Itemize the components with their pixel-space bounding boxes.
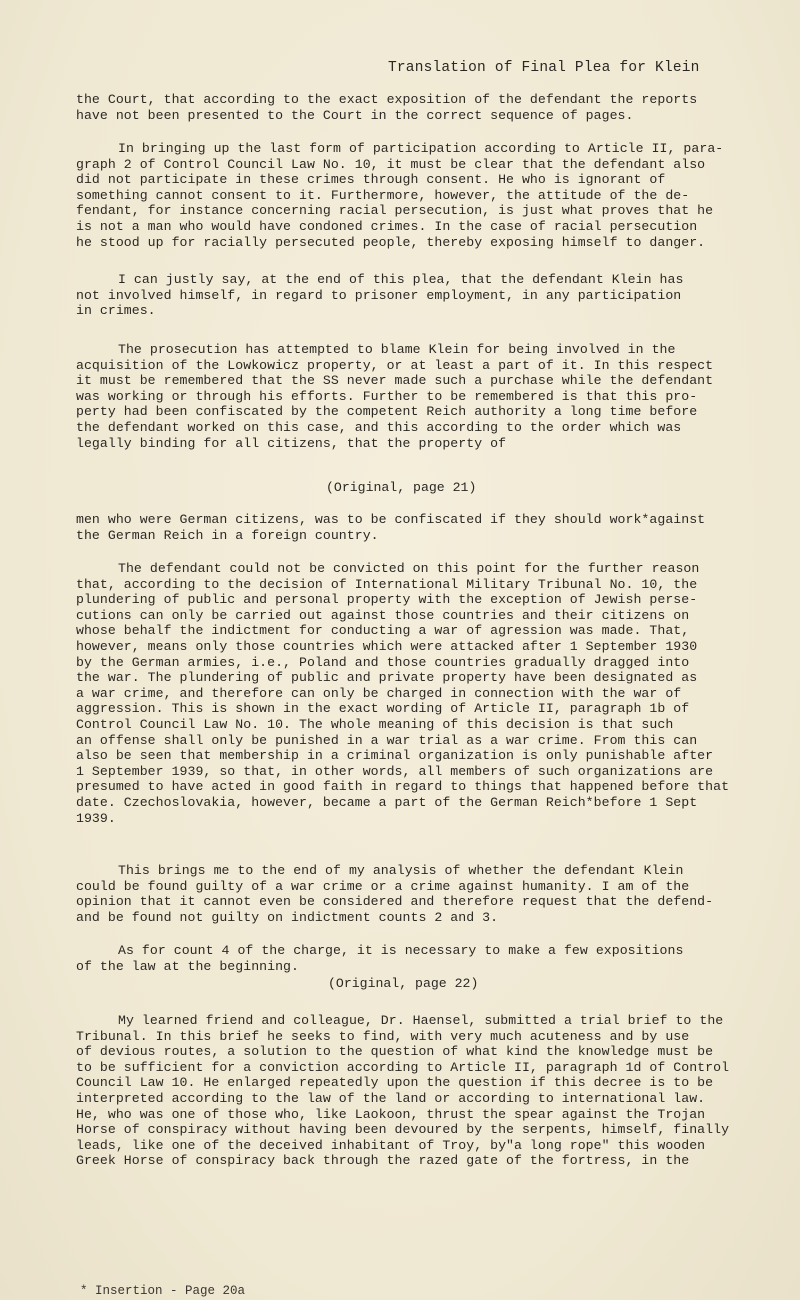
text-line: in crimes. bbox=[76, 303, 156, 319]
text-line: Greek Horse of conspiracy back through the razed gate of the fortress, in the bbox=[76, 1153, 690, 1169]
text-line: This brings me to the end of my analysis of whether the defendant Klein bbox=[118, 863, 684, 878]
text-line: the Court, that according to the exact exposition of the defendant the reports bbox=[76, 92, 698, 107]
text-line: men who were German citizens, was to be confiscated if they should work*against bbox=[76, 512, 706, 527]
text-line: leads, like one of the deceived inhabitant of Troy, by"a long rope" this wooden bbox=[76, 1137, 706, 1153]
text-line: aggression. This is shown in the exact wording of Article II, paragraph 1b of bbox=[76, 701, 690, 717]
text-line: interpreted according to the law of the land or according to international law. bbox=[76, 1090, 706, 1106]
text-line: acquisition of the Lowkowicz property, or at least a part of it. In this respect bbox=[76, 357, 714, 373]
text-line: however, means only those countries which were attacked after 1 September 1930 bbox=[76, 638, 698, 654]
paragraph-5 bbox=[76, 512, 756, 543]
text-line: presumed to have acted in good faith in regard to things that happened before that bbox=[76, 779, 730, 795]
text-line: a war crime, and therefore can only be charged in connection with the war of bbox=[76, 685, 682, 701]
text-line: legally binding for all citizens, that the property of bbox=[76, 435, 507, 451]
text-line: My learned friend and colleague, Dr. Haensel, submitted a trial brief to the bbox=[118, 1013, 724, 1028]
text-line: 1939. bbox=[76, 810, 116, 826]
text-line: In bringing up the last form of participation according to Article II, para- bbox=[118, 141, 724, 156]
text-line: something cannot consent to it. Furthermore, however, the attitude of the de- bbox=[76, 187, 690, 203]
text-line: 1 September 1939, so that, in other words, all members of such organizations are bbox=[76, 763, 714, 779]
text-line: of the law at the beginning. bbox=[76, 958, 299, 974]
page-title: Translation of Final Plea for Klein bbox=[388, 60, 700, 76]
text-line: As for count 4 of the charge, it is necessary to make a few expositions bbox=[118, 943, 684, 958]
text-line: whose behalf the indictment for conducting a war of agression was made. That, bbox=[76, 623, 690, 639]
original-page-marker: (Original, page 21) bbox=[326, 480, 477, 495]
text-line: perty had been confiscated by the competent Reich authority a long time before bbox=[76, 404, 698, 420]
paragraph-2 bbox=[76, 141, 756, 250]
original-page-marker: (Original, page 22) bbox=[328, 976, 479, 991]
text-line: could be found guilty of a war crime or a crime against humanity. I am of the bbox=[76, 878, 690, 894]
text-line: the war. The plundering of public and private property have been designated as bbox=[76, 670, 698, 686]
text-line: Horse of conspiracy without having been devoured by the serpents, himself, finally bbox=[76, 1122, 730, 1138]
text-line: have not been presented to the Court in the correct sequence of pages. bbox=[76, 107, 634, 123]
paragraph-7 bbox=[76, 863, 756, 925]
text-line: Control Council Law No. 10. The whole meaning of this decision is that such bbox=[76, 716, 674, 732]
text-line: He, who was one of those who, like Laokoon, thrust the spear against the Trojan bbox=[76, 1106, 706, 1122]
text-line: to be sufficient for a conviction according to Article II, paragraph 1d of Control bbox=[76, 1059, 730, 1075]
text-line: date. Czechoslovakia, however, became a part of the German Reich*before 1 Sept bbox=[76, 794, 698, 810]
text-line: Tribunal. In this brief he seeks to find, with very much acuteness and by use bbox=[76, 1028, 690, 1044]
text-line: Council Law 10. He enlarged repeatedly upon the question if this decree is to be bbox=[76, 1075, 714, 1091]
text-line: and be found not guilty on indictment counts 2 and 3. bbox=[76, 909, 499, 925]
footnote: * Insertion - Page 20a bbox=[80, 1284, 246, 1298]
text-line: not involved himself, in regard to prisoner employment, in any participation bbox=[76, 287, 682, 303]
paragraph-9 bbox=[76, 1013, 756, 1169]
text-line: also be seen that membership in a criminal organization is only punishable after bbox=[76, 748, 714, 764]
paragraph-3 bbox=[76, 272, 756, 319]
text-line: was working or through his efforts. Further to be remembered is that this pro- bbox=[76, 388, 698, 404]
text-line: The prosecution has attempted to blame Klein for being involved in the bbox=[118, 342, 676, 357]
text-line: fendant, for instance concerning racial persecution, is just what proves that he bbox=[76, 203, 714, 219]
paragraph-1 bbox=[76, 92, 756, 123]
text-line: the defendant worked on this case, and this according to the order which was bbox=[76, 419, 682, 435]
text-line: he stood up for racially persecuted people, thereby exposing himself to danger. bbox=[76, 234, 706, 250]
text-line: The defendant could not be convicted on this point for the further reason bbox=[118, 561, 700, 576]
paragraph-4 bbox=[76, 342, 756, 451]
text-line: opinion that it cannot even be considered and therefore request that the defend- bbox=[76, 894, 714, 910]
text-line: is not a man who would have condoned crimes. In the case of racial persecution bbox=[76, 218, 698, 234]
text-line: of devious routes, a solution to the question of what kind the knowledge must be bbox=[76, 1044, 714, 1060]
paragraph-6 bbox=[76, 561, 756, 826]
paragraph-8 bbox=[76, 943, 756, 974]
text-line: I can justly say, at the end of this plea, that the defendant Klein has bbox=[118, 272, 684, 287]
text-line: graph 2 of Control Council Law No. 10, it must be clear that the defendant also bbox=[76, 156, 706, 172]
text-line: did not participate in these crimes through consent. He who is ignorant of bbox=[76, 172, 666, 188]
text-line: cutions can only be carried out against those countries and their citizens on bbox=[76, 607, 690, 623]
text-line: it must be remembered that the SS never made such a purchase while the defendant bbox=[76, 373, 714, 389]
text-line: that, according to the decision of International Military Tribunal No. 10, the bbox=[76, 576, 698, 592]
text-line: plundering of public and personal property with the exception of Jewish perse- bbox=[76, 592, 698, 608]
text-line: the German Reich in a foreign country. bbox=[76, 527, 379, 543]
text-line: by the German armies, i.e., Poland and those countries gradually dragged into bbox=[76, 654, 690, 670]
text-line: an offense shall only be punished in a war trial as a war crime. From this can bbox=[76, 732, 698, 748]
